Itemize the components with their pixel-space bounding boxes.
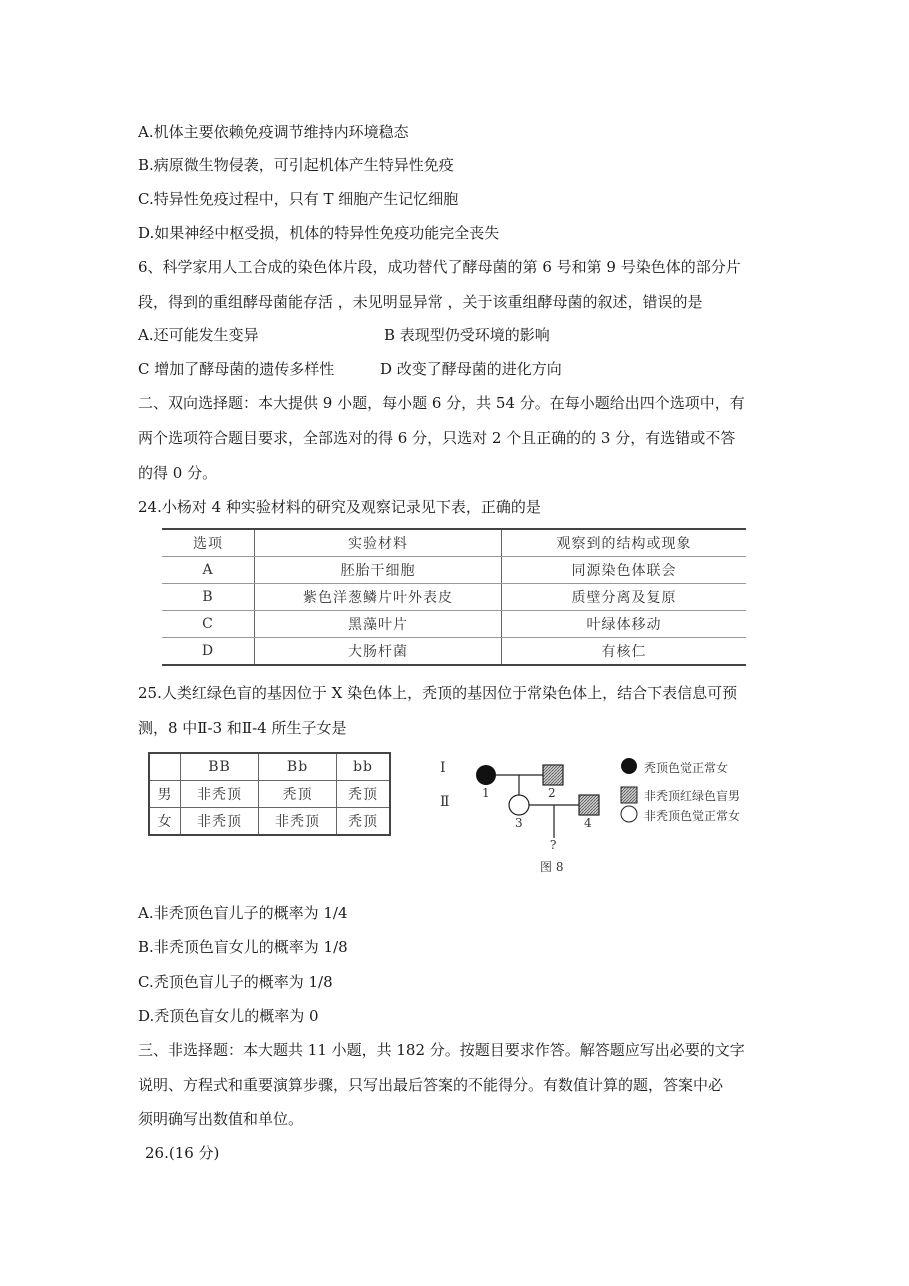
q6-option-a: A.还可能发生变异 xyxy=(138,326,259,344)
pedigree-n2: 2 xyxy=(548,786,556,800)
q25-cell: 秃顶 xyxy=(337,808,390,836)
q24-table-row xyxy=(162,557,746,584)
section3-line1: 三、非选择题：本大题共 11 小题，共 182 分。按题目要求作答。解答题应写出必要的文字 xyxy=(138,1041,745,1059)
q5-option-b: B.病原微生物侵袭，可引起机体产生特异性免疫 xyxy=(138,156,454,174)
legend-affected-female-label: 秃顶色觉正常女 xyxy=(644,761,729,775)
q24-cell: 大肠杆菌 xyxy=(255,638,502,666)
q6-option-d: D 改变了酵母菌的进化方向 xyxy=(380,360,562,378)
q24-stem: 24.小杨对 4 种实验材料的研究及观察记录见下表，正确的是 xyxy=(138,498,541,516)
q6-option-b: B 表现型仍受环境的影响 xyxy=(384,326,550,344)
q5-option-d: D.如果神经中枢受损，机体的特异性免疫功能完全丧失 xyxy=(138,224,500,242)
q24-cell: 紫色洋葱鳞片叶外表皮 xyxy=(255,584,502,611)
q5-option-a: A.机体主要依赖免疫调节维持内环境稳态 xyxy=(138,123,409,141)
q25-table-row-female xyxy=(149,808,390,836)
pedigree-ii4-colorblind-male xyxy=(579,795,599,815)
q25-option-d: D.秃顶色盲女儿的概率为 0 xyxy=(138,1007,319,1025)
q25-cell: 非秃顶 xyxy=(181,781,259,808)
q25-header-bb-hetero: Bb xyxy=(259,753,337,781)
q25-cell: 女 xyxy=(149,808,181,836)
q25-table-header xyxy=(149,753,390,781)
q24-header-material: 实验材料 xyxy=(255,529,502,557)
q25-header-bb-dominant: BB xyxy=(181,753,259,781)
q25-option-b: B.非秃顶色盲女儿的概率为 1/8 xyxy=(138,938,348,956)
pedigree-n4: 4 xyxy=(584,816,592,830)
q25-stem-line2: 测，8 中Ⅱ-3 和Ⅱ-4 所生子女是 xyxy=(138,719,347,737)
q25-cell: 秃顶 xyxy=(259,781,337,808)
q24-cell: B xyxy=(162,584,255,611)
q6-option-c: C 增加了酵母菌的遗传多样性 xyxy=(138,360,335,378)
legend-colorblind-male-symbol xyxy=(621,787,637,803)
q24-cell: A xyxy=(162,557,255,584)
q24-cell: C xyxy=(162,611,255,638)
q24-table xyxy=(162,528,746,666)
pedigree-i2-colorblind-male xyxy=(543,765,563,785)
q6-stem-line2: 段，得到的重组酵母菌能存活 ，未见明显异常 ，关于该重组酵母菌的叙述，错误的是 xyxy=(138,293,703,311)
q26-heading: 26.(16 分) xyxy=(145,1144,220,1162)
q25-cell: 秃顶 xyxy=(337,781,390,808)
q24-cell: 有核仁 xyxy=(502,638,747,666)
q24-header-option: 选项 xyxy=(162,529,255,557)
q25-stem-line1: 25.人类红绿色盲的基因位于 X 染色体上，秃顶的基因位于常染色体上，结合下表信息可预 xyxy=(138,684,738,702)
section2-line3: 的得 0 分。 xyxy=(138,464,218,482)
q24-table-header xyxy=(162,529,746,557)
q25-header-bb-recessive: bb xyxy=(337,753,390,781)
legend-colorblind-male-label: 非秃顶红绿色盲男 xyxy=(644,789,741,803)
q6-stem-line1: 6、科学家用人工合成的染色体片段，成功替代了酵母菌的第 6 号和第 9 号染色体的部分片 xyxy=(138,258,741,276)
q24-table-row xyxy=(162,584,746,611)
section3-line2: 说明、方程式和重要演算步骤，只写出最后答案的不能得分。有数值计算的题，答案中必 xyxy=(138,1076,724,1094)
legend-normal-female-label: 非秃顶色觉正常女 xyxy=(644,809,741,823)
q25-cell: 非秃顶 xyxy=(181,808,259,836)
q24-table-row xyxy=(162,611,746,638)
q5-option-c: C.特异性免疫过程中，只有 T 细胞产生记忆细胞 xyxy=(138,190,459,208)
pedigree-ii3-normal-female xyxy=(509,795,529,815)
q24-cell: 同源染色体联会 xyxy=(502,557,747,584)
q24-cell: D xyxy=(162,638,255,666)
q24-cell: 叶绿体移动 xyxy=(502,611,747,638)
pedigree-figure xyxy=(440,748,770,878)
q25-cell: 男 xyxy=(149,781,181,808)
pedigree-caption: 图 8 xyxy=(540,860,564,874)
section2-line1: 二、双向选择题：本大提供 9 小题，每小题 6 分，共 54 分。在每小题给出四个选项中，有 xyxy=(138,394,745,412)
legend-affected-female-symbol xyxy=(621,758,637,774)
q25-option-a: A.非秃顶色盲儿子的概率为 1/4 xyxy=(138,904,348,922)
q24-table-row xyxy=(162,638,746,666)
pedigree-child-unknown: ? xyxy=(550,838,557,852)
q24-cell: 质壁分离及复原 xyxy=(502,584,747,611)
q25-table-row-male xyxy=(149,781,390,808)
q25-header-blank xyxy=(149,753,181,781)
legend-normal-female-symbol xyxy=(621,806,637,822)
q25-cell: 非秃顶 xyxy=(259,808,337,836)
pedigree-n1: 1 xyxy=(482,786,490,800)
section3-line3: 须明确写出数值和单位。 xyxy=(138,1110,304,1128)
q25-genotype-table xyxy=(148,752,391,836)
q24-header-observation: 观察到的结构或现象 xyxy=(502,529,747,557)
pedigree-gen1-label: Ⅰ xyxy=(440,760,446,776)
q24-cell: 黑藻叶片 xyxy=(255,611,502,638)
section2-line2: 两个选项符合题目要求，全部选对的得 6 分，只选对 2 个且正确的的 3 分，有选错或不答 xyxy=(138,429,736,447)
q24-cell: 胚胎干细胞 xyxy=(255,557,502,584)
q25-option-c: C.秃顶色盲儿子的概率为 1/8 xyxy=(138,973,333,991)
pedigree-gen2-label: Ⅱ xyxy=(440,794,450,810)
pedigree-n3: 3 xyxy=(515,816,523,830)
pedigree-i1-affected-female xyxy=(476,765,496,785)
